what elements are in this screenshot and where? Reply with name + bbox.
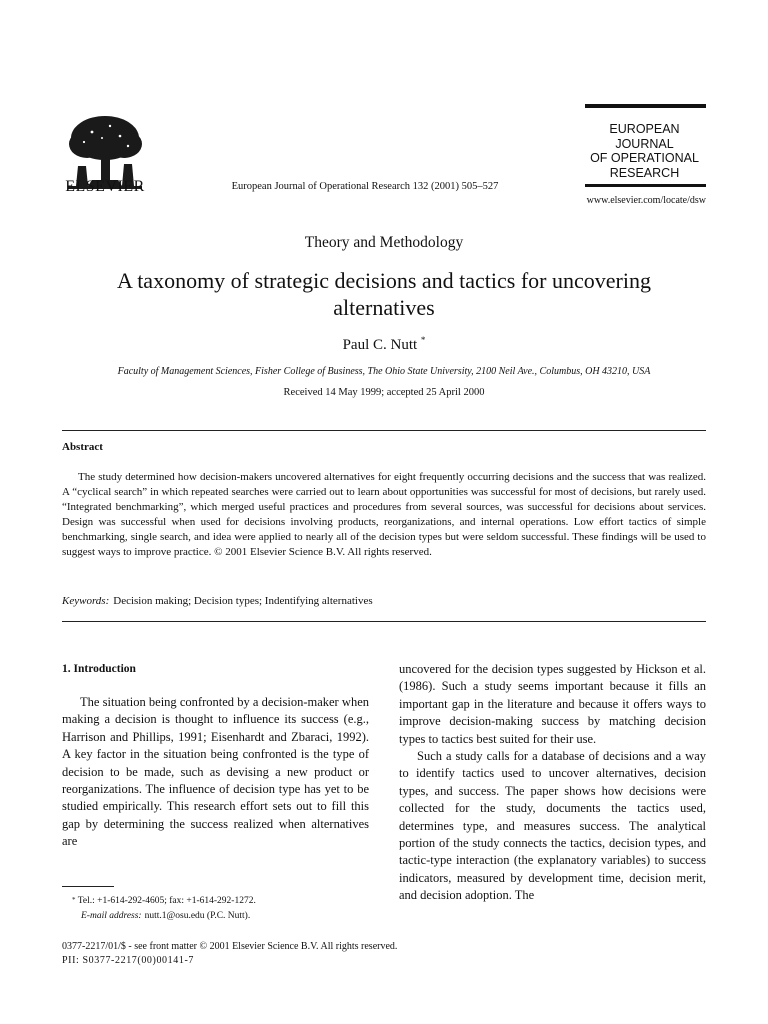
keywords-line — [62, 595, 706, 607]
divider-top — [62, 430, 706, 431]
journal-name-line: RESEARCH — [609, 165, 680, 180]
author-name: Paul C. Nutt — [342, 337, 418, 353]
article-title: A taxonomy of strategic decisions and tactics for uncovering alternatives — [117, 268, 651, 320]
author-line — [0, 337, 768, 354]
pii-line: PII: S0377-2217(00)00141-7 — [62, 955, 194, 966]
author-footnote-mark[interactable]: * — [420, 335, 426, 345]
abstract-text: The study determined how decision-makers uncovered alternatives for eight frequently occurring decisions and the success that was realized. A “cyclical search” in which repeated searches were carried out to learn about opportunities was successful for most of decisions, but rarely used. “Integrated benchmarking”, which merged useful practices and procedures from several sources, was successful for decisions about services. Design was successful when used for decisions involving products, reorganizations, and internal operations. Low effort tactics of simple benchmarking, single search, and idea were applied to nearly all of the decision types but were seldom successful. These findings will be used to suggest ways to improve practice. © 2001 Elsevier Science B.V. All rights reserved. — [62, 471, 706, 559]
journal-name-line: EUROPEAN — [609, 122, 680, 136]
email-link[interactable]: nutt.1@osu.edu (P.C. Nutt). — [144, 911, 251, 921]
journal-masthead-rule-top — [585, 104, 706, 108]
keywords-list: Decision making; Decision types; Indentifying alternatives — [113, 595, 373, 607]
right-column-paragraph: uncovered for the decision types suggested by Hickson et al. (1986). Such a study seems important because it fills an important gap in the literature and because it offers ways to improve decision-making success by matching decision types to tactics best suited for their use. — [399, 662, 706, 746]
footnote-rule — [62, 886, 114, 887]
section-type: Theory and Methodology — [304, 234, 464, 251]
journal-masthead-rule-bottom — [585, 184, 706, 187]
email-label: E-mail address: — [81, 911, 142, 921]
left-column-paragraph: The situation being confronted by a decision-maker when making a decision is thought to influence its success (e.g., Harrison and Phillips, 1991; Eisenhardt and Zbaraci, 1992). A key factor in the situation being confronted is the type of decision to be made, such as devising a new product or reorganizations. The influence of decision type has yet to be studied empirically. This research effort sets out to fill this gap by determining the success realized when alternatives are — [62, 695, 369, 849]
received-dates: Received 14 May 1999; accepted 25 April 2000 — [283, 387, 485, 398]
journal-name-line: OF OPERATIONAL — [590, 151, 699, 165]
divider-bottom — [62, 621, 706, 622]
author-affiliation: Faculty of Management Sciences, Fisher College of Business, The Ohio State University, 2100 Neil Ave., Columbus, OH 43210, USA — [117, 366, 651, 377]
footnote-email — [81, 911, 381, 921]
journal-name-line: JOURNAL — [615, 136, 674, 151]
abstract-heading: Abstract — [62, 441, 103, 453]
footnote-contact — [72, 896, 372, 906]
section-heading-introduction: 1. Introduction — [62, 663, 136, 675]
journal-citation: European Journal of Operational Research 132 (2001) 505–527 — [231, 181, 499, 192]
right-column — [399, 661, 706, 905]
journal-masthead — [578, 122, 711, 180]
keywords-label: Keywords: — [62, 595, 110, 607]
publisher-name: ELSEVIER — [65, 178, 145, 195]
journal-url-link[interactable]: www.elsevier.com/locate/dsw — [586, 195, 706, 206]
copyright-line: 0377-2217/01/$ - see front matter © 2001 Elsevier Science B.V. All rights reserved. — [62, 941, 398, 952]
right-column-paragraph: Such a study calls for a database of decisions and a way to identify tactics used to uncover alternatives, decision types, and success. The paper shows how decisions were collected for the study, documents the tactics used, determines type, and measures success. The analytical portion of the study connects the tactics, decision types, and tactic-type interaction (the explanatory variables) to success indicators, measured by development time, decision merit, and decision adoption. The — [399, 749, 706, 903]
footnote-contact-text: Tel.: +1-614-292-4605; fax: +1-614-292-1272. — [77, 896, 256, 906]
footnote-mark: * — [72, 896, 76, 904]
